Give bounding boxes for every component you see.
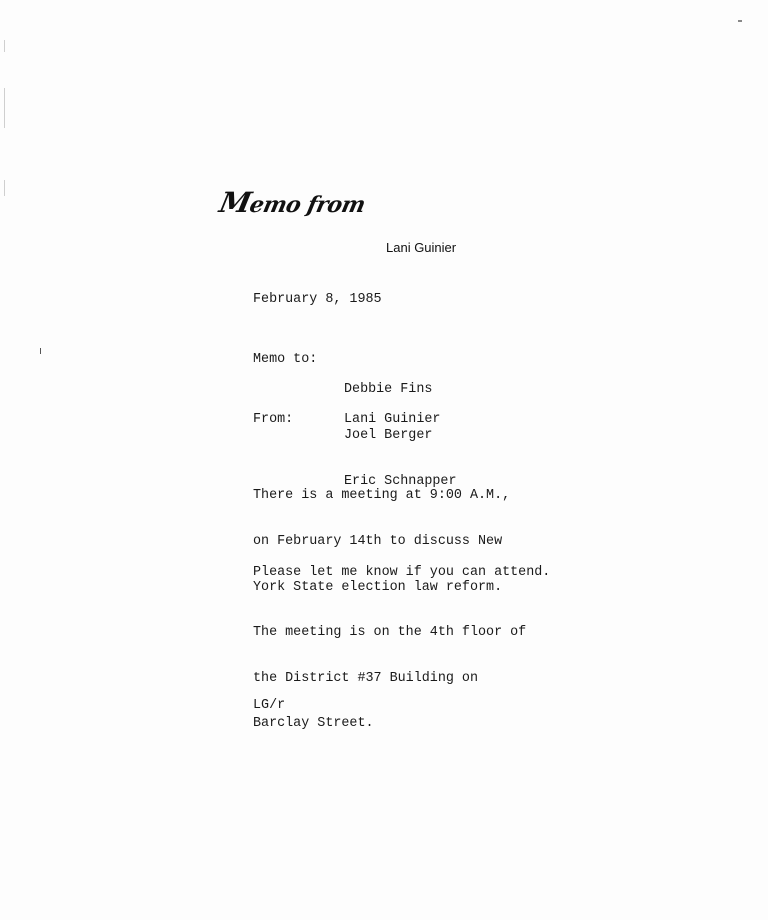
heading-rest: emo from: [247, 192, 368, 218]
scan-speck: [738, 20, 742, 22]
memo-body: [253, 458, 526, 762]
memo-date: February 8, 1985: [253, 292, 382, 307]
scan-edge-mark: [4, 40, 5, 52]
recipient: Eric Schnapper: [344, 473, 457, 489]
memo-from-value: Lani Guinier: [344, 412, 441, 427]
body-line: There is a meeting at 9:00 A.M.,: [253, 488, 511, 504]
scan-speck: [40, 348, 41, 354]
scan-edge-mark: [4, 88, 5, 128]
memo-from-label: From:: [253, 412, 294, 427]
body-line: York State election law reform.: [253, 579, 503, 595]
memo-to-label: Memo to:: [253, 352, 318, 367]
recipient: Joel Berger: [344, 428, 433, 443]
memo-from-heading: [216, 186, 368, 219]
scan-edge-mark: [4, 180, 5, 196]
body-line: Barclay Street.: [253, 716, 374, 732]
typist-initials: LG/r: [253, 698, 286, 713]
letterhead-sender-name: Lani Guinier: [386, 240, 457, 255]
body-line: the District #37 Building on: [253, 670, 478, 686]
body-line: The meeting is on the 4th floor of: [253, 625, 527, 641]
heading-initial: M: [216, 186, 255, 219]
recipient: Debbie Fins: [344, 382, 433, 398]
memo-closing: Please let me know if you can attend.: [253, 565, 551, 580]
body-line: on February 14th to discuss New: [253, 534, 503, 549]
